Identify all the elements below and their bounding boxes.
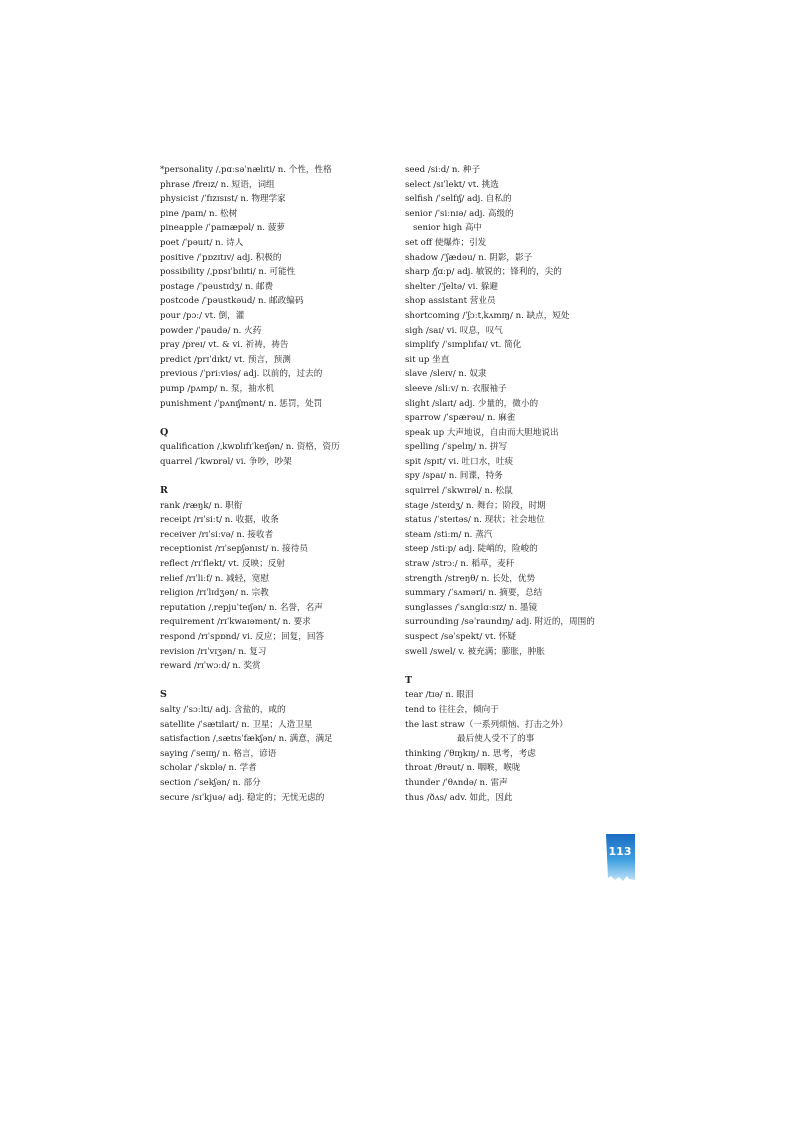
section-letter: S <box>160 689 167 701</box>
page-number-tab <box>603 832 637 882</box>
vocab-entry: stage /steɪdʒ/ n. 舞台；阶段，时期 <box>405 500 546 511</box>
vocab-entry: suspect /səˈspekt/ vt. 怀疑 <box>405 632 516 642</box>
vocab-entry: revision /rɪˈvɪʒən/ n. 复习 <box>160 646 267 657</box>
vocab-entry: sparrow /ˈspærəu/ n. 麻雀 <box>405 413 516 424</box>
vocab-entry: squirrel /ˈskwɪrəl/ n. 松鼠 <box>405 486 513 497</box>
vocab-entry: spy /spaɪ/ n. 间谍，特务 <box>405 471 503 482</box>
vocab-entry: steam /stiːm/ n. 蒸汽 <box>405 529 493 540</box>
section-letter: R <box>160 485 168 497</box>
vocab-entry: receptionist /rɪˈsepʃənɪst/ n. 接待员 <box>160 544 308 555</box>
vocab-entry: sunglasses /ˈsʌnglɑːsɪz/ n. 墨镜 <box>405 602 538 613</box>
vocab-entry: throat /θrəut/ n. 咽喉，喉咙 <box>405 763 521 774</box>
vocab-entry: shortcoming /ˈʃɔːtˌkʌmɪŋ/ n. 缺点，短处 <box>405 310 570 321</box>
vocab-entry: tend to 往往会，倾向于 <box>405 704 499 715</box>
vocab-entry: pineapple /ˈpaɪnæpəl/ n. 菠萝 <box>160 223 285 234</box>
vocab-entry: status /ˈsteɪtəs/ n. 现状；社会地位 <box>405 515 545 526</box>
vocab-entry: set off 使爆炸；引发 <box>405 237 487 248</box>
section-letter: Q <box>160 426 169 438</box>
vocab-entry: reputation /ˌrepjuˈteɪʃən/ n. 名誉，名声 <box>160 602 323 613</box>
vocab-entry: selfish /ˈselfɪʃ/ adj. 自私的 <box>405 194 512 205</box>
vocab-entry: swell /swel/ v. 被充满；膨胀，肿胀 <box>405 646 545 657</box>
vocab-entry: scholar /ˈskɒlə/ n. 学者 <box>160 763 257 774</box>
vocab-entry: receipt /rɪˈsiːt/ n. 收据，收条 <box>160 515 279 526</box>
vocab-entry: sigh /saɪ/ vi. 叹息，叹气 <box>405 325 503 336</box>
vocab-entry: postage /ˈpəustɪdʒ/ n. 邮费 <box>160 281 274 292</box>
vocab-entry: select /sɪˈlekt/ vt. 挑选 <box>405 179 499 190</box>
vocab-entry: phrase /freɪz/ n. 短语，词组 <box>160 179 275 190</box>
page-number: 113 <box>608 845 632 858</box>
vocab-entry: spelling /ˈspelɪŋ/ n. 拼写 <box>405 442 508 453</box>
vocab-entry: senior high 高中 <box>413 223 483 234</box>
vocab-entry: predict /prɪˈdɪkt/ vt. 预言，预测 <box>160 354 291 365</box>
vocab-entry: the last straw（一系列烦恼、打击之外） <box>405 719 568 730</box>
vocab-entry: reward /rɪˈwɔːd/ n. 奖赏 <box>160 661 261 672</box>
left-column <box>160 163 385 805</box>
vocab-entry: positive /ˈpɒzɪtɪv/ adj. 积极的 <box>160 252 282 263</box>
vocab-entry: postcode /ˈpəustkəud/ n. 邮政编码 <box>160 296 304 307</box>
vocab-entry: secure /sɪˈkjuə/ adj. 稳定的；无忧无虑的 <box>160 792 325 803</box>
vocab-entry: steep /stiːp/ adj. 陡峭的，险峻的 <box>405 544 538 555</box>
vocab-entry: physicist /ˈfɪzɪsɪst/ n. 物理学家 <box>160 194 286 205</box>
vocab-entry: punishment /ˈpʌnɪʃmənt/ n. 惩罚，处罚 <box>160 398 323 409</box>
vocab-entry: strength /streŋθ/ n. 长处，优势 <box>405 573 536 584</box>
vocab-entry: salty /ˈsɔːlti/ adj. 含盐的，咸的 <box>160 704 286 715</box>
right-column <box>405 163 635 805</box>
vocab-entry: simplify /ˈsɪmplɪfaɪ/ vt. 简化 <box>405 340 522 351</box>
vocab-entry: summary /ˈsʌməri/ n. 摘要，总结 <box>405 588 543 599</box>
vocab-entry: pump /pʌmp/ n. 泵，抽水机 <box>160 383 274 394</box>
section-letter: T <box>405 674 413 686</box>
vocab-entry: satisfaction /ˌsætɪsˈfækʃən/ n. 满意，满足 <box>160 734 333 745</box>
vocab-entry: shop assistant 营业员 <box>405 296 496 307</box>
vocab-entry: slave /sleɪv/ n. 奴隶 <box>405 369 487 380</box>
vocab-entry: religion /rɪˈlɪdʒən/ n. 宗教 <box>160 588 269 599</box>
vocab-entry: speak up 大声地说，自由而大胆地说出 <box>405 427 559 438</box>
vocab-entry: pour /pɔː/ vt. 倒，灌 <box>160 310 245 321</box>
vocab-entry: seed /siːd/ n. 种子 <box>405 165 481 175</box>
vocab-entry: shadow /ˈʃædəu/ n. 阴影，影子 <box>405 252 533 263</box>
vocab-entry: shelter /ˈʃeltə/ vi. 躲避 <box>405 281 499 292</box>
vocab-entry: pray /preɪ/ vt. & vi. 祈祷，祷告 <box>160 340 289 351</box>
vocab-entry: sit up 坐直 <box>405 354 450 365</box>
vocab-entry: sleeve /sliːv/ n. 衣服袖子 <box>405 383 507 394</box>
vocab-entry: reflect /rɪˈflekt/ vt. 反映；反射 <box>160 559 285 570</box>
vocab-entry: satellite /ˈsætɪlaɪt/ n. 卫星；人造卫星 <box>160 719 313 730</box>
vocab-entry: section /ˈsekʃən/ n. 部分 <box>160 777 261 788</box>
vocab-entry: 最后使人受不了的事 <box>457 734 535 745</box>
vocab-entry: thinking /ˈθɪŋkɪŋ/ n. 思考，考虑 <box>405 748 536 759</box>
vocab-entry: senior /ˈsiːnɪə/ adj. 高级的 <box>405 208 514 219</box>
vocab-entry: powder /ˈpaudə/ n. 火药 <box>160 325 262 336</box>
vocab-entry: requirement /rɪˈkwaɪəmənt/ n. 要求 <box>160 617 311 628</box>
vocab-entry: *personality /ˌpɑːsəˈnælɪti/ n. 个性，性格 <box>160 165 332 175</box>
vocab-entry: receiver /rɪˈsiːvə/ n. 接收者 <box>160 529 274 540</box>
vocab-entry: quarrel /ˈkwɒrəl/ vi. 争吵，吵架 <box>160 456 292 467</box>
vocab-entry: rank /ræŋk/ n. 职衔 <box>160 500 243 511</box>
vocab-entry: pine /paɪn/ n. 松树 <box>160 208 238 219</box>
vocab-entry: respond /rɪˈspɒnd/ vi. 反应；回复，回答 <box>160 632 325 642</box>
vocab-entry: relief /rɪˈliːf/ n. 减轻，宽慰 <box>160 573 269 584</box>
vocab-entry: straw /strɔː/ n. 稻草，麦秆 <box>405 559 515 570</box>
vocab-entry: spit /spɪt/ vi. 吐口水，吐痰 <box>405 456 514 467</box>
vocab-entry: surrounding /səˈraundɪŋ/ adj. 附近的，周围的 <box>405 617 595 628</box>
vocab-entry: poet /ˈpəuɪt/ n. 诗人 <box>160 237 244 248</box>
vocab-entry: sharp /ʃɑːp/ adj. 敏锐的；锋利的，尖的 <box>405 267 562 278</box>
vocab-entry: previous /ˈpriːviəs/ adj. 以前的，过去的 <box>160 369 323 380</box>
vocab-entry: tear /tɪə/ n. 眼泪 <box>405 690 474 701</box>
vocab-entry: qualification /ˌkwɒlɪfɪˈkeɪʃən/ n. 资格，资历 <box>160 442 340 453</box>
vocab-entry: possibility /ˌpɒsɪˈbɪlɪti/ n. 可能性 <box>160 267 296 278</box>
vocab-entry: saying /ˈseɪɪŋ/ n. 格言，谚语 <box>160 748 277 759</box>
vocab-entry: slight /slaɪt/ adj. 少量的，微小的 <box>405 398 539 409</box>
vocab-entry: thunder /ˈθʌndə/ n. 雷声 <box>405 777 508 788</box>
vocab-entry: thus /ðʌs/ adv. 如此，因此 <box>405 792 513 803</box>
